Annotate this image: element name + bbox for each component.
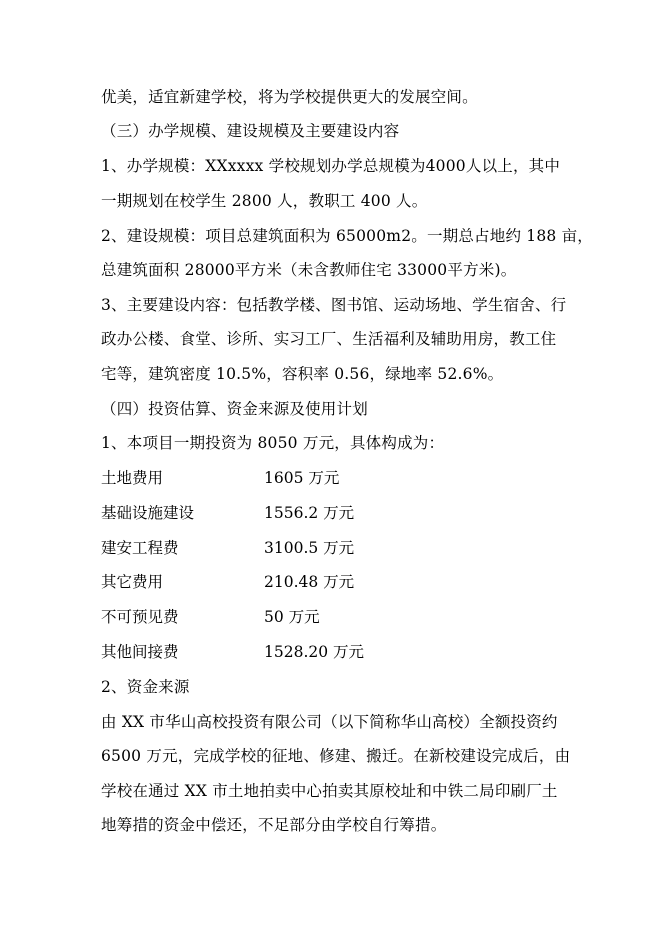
paragraph-line: 1、办学规模：XXxxxx 学校规划办学总规模为4000人以上，其中 bbox=[101, 157, 561, 175]
paragraph-line: 1、本项目一期投资为 8050 万元，具体构成为： bbox=[101, 434, 445, 452]
paragraph-line: 6500 万元，完成学校的征地、修建、搬迁。在新校建设完成后，由 bbox=[101, 747, 571, 765]
cost-row bbox=[101, 571, 355, 593]
cost-row bbox=[101, 502, 355, 524]
paragraph-line: 宅等，建筑密度 10.5%，容积率 0.56，绿地率 52.6%。 bbox=[101, 365, 504, 383]
paragraph-line: 总建筑面积 28000平方米（未含教师住宅 33000平方米)。 bbox=[101, 261, 517, 279]
section-heading: （三）办学规模、建设规模及主要建设内容 bbox=[101, 122, 400, 140]
cost-item: 建安工程费 bbox=[101, 539, 179, 557]
cost-item: 不可预见费 bbox=[101, 608, 179, 626]
cost-row bbox=[101, 537, 355, 559]
paragraph-line: 学校在通过 XX 市土地拍卖中心拍卖其原校址和中铁二局印刷厂土 bbox=[101, 782, 558, 800]
cost-amount: 1528.20 万元 bbox=[264, 643, 365, 661]
paragraph-line: 3、主要建设内容：包括教学楼、图书馆、运动场地、学生宿舍、行 bbox=[101, 296, 567, 314]
cost-row bbox=[101, 641, 365, 663]
cost-item: 其他间接费 bbox=[101, 643, 179, 661]
cost-item: 土地费用 bbox=[101, 469, 164, 487]
cost-amount: 1605 万元 bbox=[264, 469, 340, 487]
paragraph-line: 由 XX 市华山高校投资有限公司（以下简称华山高校）全额投资约 bbox=[101, 713, 558, 731]
cost-amount: 210.48 万元 bbox=[264, 573, 355, 591]
cost-amount: 3100.5 万元 bbox=[264, 539, 355, 557]
paragraph-line: 优美，适宜新建学校，将为学校提供更大的发展空间。 bbox=[101, 88, 478, 106]
cost-amount: 1556.2 万元 bbox=[264, 504, 355, 522]
cost-row bbox=[101, 606, 320, 628]
cost-item: 基础设施建设 bbox=[101, 504, 195, 522]
paragraph-line: 一期规划在校学生 2800 人，教职工 400 人。 bbox=[101, 192, 428, 210]
section-subheading: 2、资金来源 bbox=[101, 678, 190, 696]
paragraph-line: 政办公楼、食堂、诊所、实习工厂、生活福利及辅助用房，教工住 bbox=[101, 330, 557, 348]
paragraph-line: 地筹措的资金中偿还，不足部分由学校自行筹措。 bbox=[101, 816, 447, 834]
paragraph-line: 2、建设规模：项目总建筑面积为 65000m2。一期总占地约 188 亩， bbox=[101, 227, 593, 245]
cost-row bbox=[101, 467, 340, 489]
section-heading: （四）投资估算、资金来源及使用计划 bbox=[101, 400, 368, 418]
cost-item: 其它费用 bbox=[101, 573, 164, 591]
cost-amount: 50 万元 bbox=[264, 608, 320, 626]
